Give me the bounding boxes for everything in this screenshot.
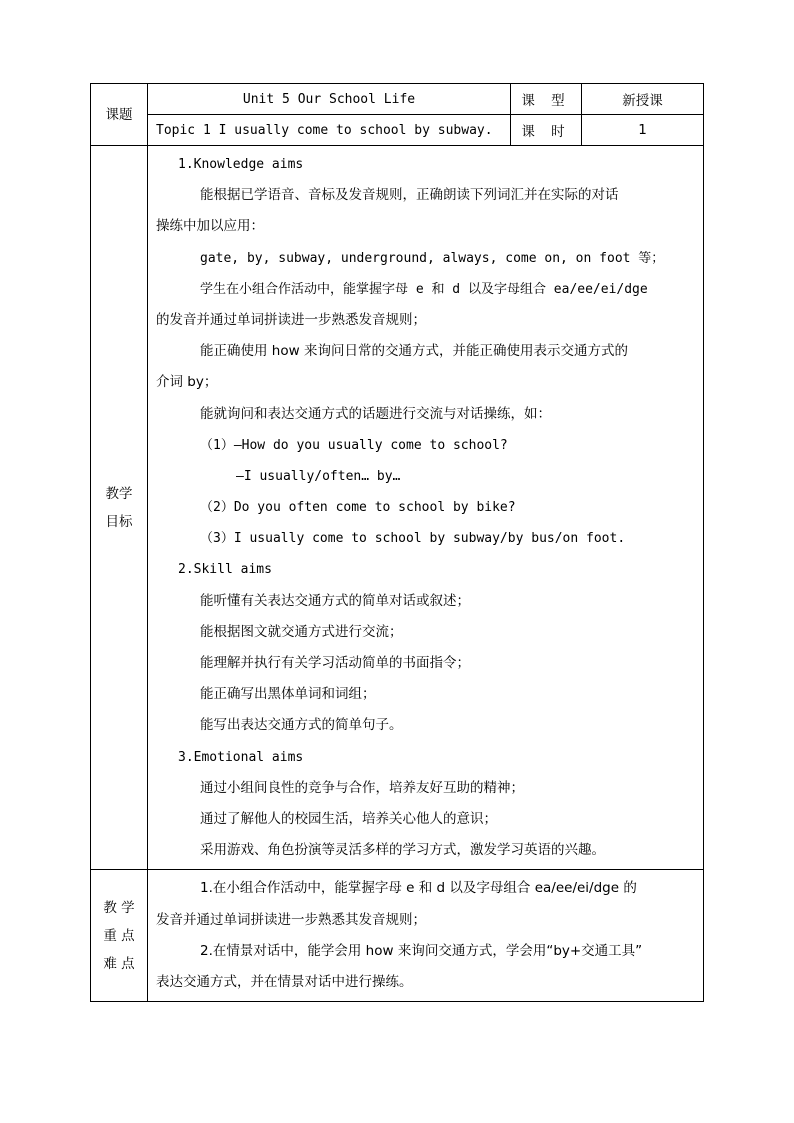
objective-line: 能写出表达交通方式的简单句子。 — [200, 717, 403, 734]
objective-line: 介词 by； — [156, 374, 218, 391]
objective-line: 能正确写出黑体单词和词组； — [200, 686, 376, 703]
example-line: （3）I usually come to school by subway/by bus/on foot. — [200, 531, 626, 547]
objectives-label-line2: 目标 — [105, 513, 133, 530]
example-line: （2）Do you often come to school by bike? — [200, 500, 516, 516]
objective-line: 能听懂有关表达交通方式的简单对话或叙述； — [200, 592, 470, 609]
objectives-label-line1: 教学 — [105, 485, 133, 502]
objectives-content — [148, 146, 704, 870]
objective-line: 能理解并执行有关学习活动简单的书面指令； — [200, 655, 470, 671]
objective-line: 学生在小组合作活动中，能掌握字母 e 和 d 以及字母组合 ea/ee/ei/dge — [200, 281, 648, 297]
key-point-line: 发音并通过单词拼读进一步熟悉其发音规则； — [156, 911, 426, 928]
objective-line: 操练中加以应用： — [156, 218, 264, 235]
period-value: 1 — [582, 115, 704, 146]
key-points-label-line1: 教 学 — [103, 899, 135, 916]
example-line: —I usually/often… by… — [236, 468, 401, 484]
lesson-type-value: 新授课 — [582, 84, 704, 115]
objective-line: 能就询问和表达交通方式的话题进行交流与对话操练，如： — [200, 405, 551, 422]
objective-line: 能根据已学语音、音标及发音规则，正确朗读下列词汇并在实际的对话 — [200, 187, 619, 204]
key-point-line: 表达交通方式，并在情景对话中进行操练。 — [156, 973, 413, 990]
key-points-content — [148, 870, 704, 1002]
objectives-label — [91, 146, 148, 870]
knowledge-aims-heading: 1.Knowledge aims — [178, 157, 304, 172]
key-point-line: 2.在情景对话中，能学会用 how 来询问交通方式，学会用“by+交通工具” — [200, 942, 643, 959]
key-point-line: 1.在小组合作活动中，能掌握字母 e 和 d 以及字母组合 ea/ee/ei/dge 的 — [200, 880, 637, 897]
objective-line: 通过小组间良性的竞争与合作，培养友好互助的精神； — [200, 779, 524, 796]
objective-line: 能根据图文就交通方式进行交流； — [200, 623, 403, 640]
vocabulary-line: gate, by, subway, underground, always, come on, on foot 等； — [200, 250, 665, 266]
objective-line: 采用游戏、角色扮演等灵活多样的学习方式，激发学习英语的兴趣。 — [200, 842, 605, 859]
topic-label: 课题 — [91, 84, 148, 146]
key-points-label-line3: 难 点 — [103, 955, 135, 972]
key-points-label-line2: 重 点 — [103, 927, 135, 944]
topic-subtitle: Topic 1 I usually come to school by subway. — [148, 115, 511, 146]
objective-line: 通过了解他人的校园生活，培养关心他人的意识； — [200, 810, 497, 827]
emotional-aims-heading: 3.Emotional aims — [178, 749, 304, 765]
key-points-label — [91, 870, 148, 1002]
objective-line: 能正确使用 how 来询问日常的交通方式，并能正确使用表示交通方式的 — [200, 343, 628, 360]
lesson-plan-table — [90, 83, 704, 1002]
skill-aims-heading: 2.Skill aims — [178, 562, 272, 578]
unit-title: Unit 5 Our School Life — [148, 84, 511, 115]
lesson-plan-page — [90, 83, 703, 1002]
objective-line: 的发音并通过单词拼读进一步熟悉发音规则； — [156, 311, 426, 328]
lesson-type-label: 课 型 — [511, 84, 582, 115]
example-line: （1）—How do you usually come to school? — [200, 437, 508, 453]
period-label: 课 时 — [511, 115, 582, 146]
